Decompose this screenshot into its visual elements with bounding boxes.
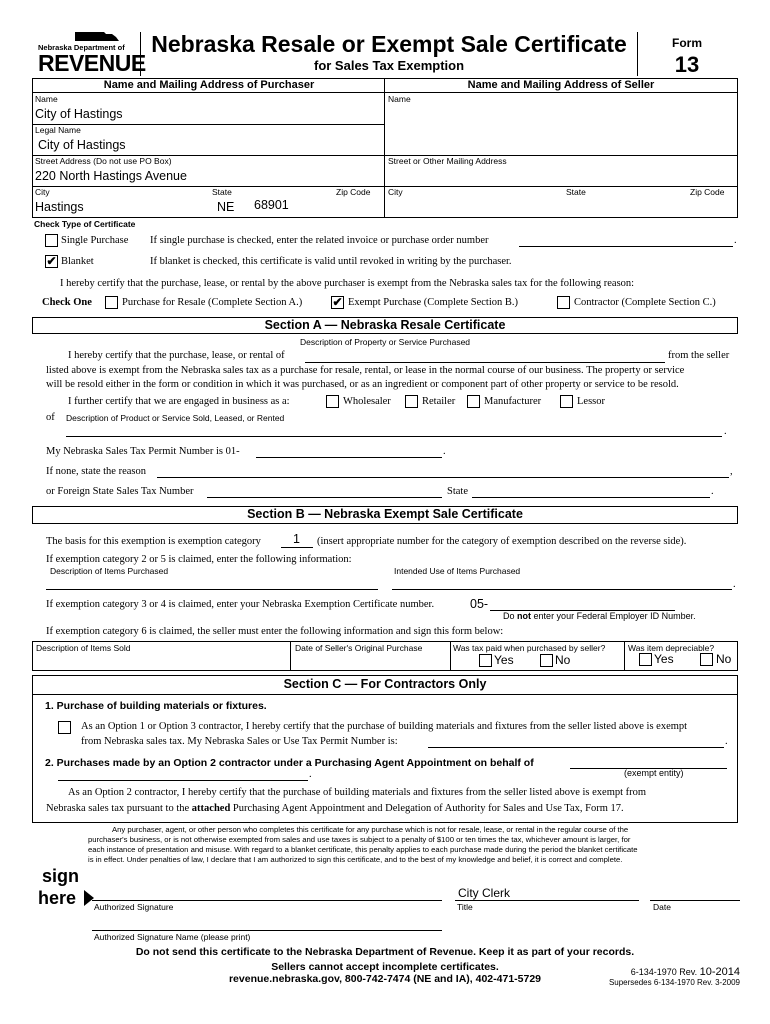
basis-text: The basis for this exemption is exemption category: [46, 536, 261, 547]
reason-field[interactable]: [157, 477, 729, 478]
nebraska-map-icon: [74, 30, 120, 42]
tax-paid-no-label: No: [555, 653, 571, 667]
engaged-text: I further certify that we are engaged in business as a:: [68, 396, 290, 407]
seller-street-field[interactable]: [386, 166, 736, 185]
purchaser-name-label: Name: [35, 94, 58, 104]
cat34-text: If exemption category 3 or 4 is claimed, enter your Nebraska Exemption Certificate number.: [46, 599, 435, 610]
purchaser-name-field[interactable]: City of Hastings: [35, 107, 123, 121]
col-tax-paid: Was tax paid when purchased by seller?: [453, 643, 606, 653]
signature-line[interactable]: [92, 900, 442, 901]
intended-use-field[interactable]: [392, 589, 732, 590]
section-c-box: [32, 675, 738, 823]
purchaser-street-field[interactable]: 220 North Hastings Avenue: [35, 169, 187, 183]
tax-paid-no-checkbox[interactable]: [540, 654, 553, 667]
exempt-checkbox[interactable]: ✔: [332, 295, 343, 309]
exemption-category-field[interactable]: [281, 547, 313, 548]
lessor-checkbox[interactable]: [560, 395, 573, 408]
foreign-state-label: State: [447, 486, 468, 497]
section-a-line1: I hereby certify that the purchase, lease, or rental of: [68, 350, 285, 361]
col-original-purchase-date: Date of Seller's Original Purchase: [295, 643, 423, 653]
retailer-label: Retailer: [422, 396, 456, 407]
purchaser-legal-label: Legal Name: [35, 125, 81, 135]
section-c-item2-title: 2. Purchases made by an Option 2 contractor under a Purchasing Agent Appointment on behalf of: [45, 757, 534, 769]
section-b-title: Section B — Nebraska Exempt Sale Certificate: [247, 507, 523, 521]
disclaimer-line: purchaser's business, or is not otherwise exempted from sales and use taxes is subject to a penalty of $100 or ten times the tax, whichever amount is larger, for: [88, 835, 631, 844]
section-a-title: Section A — Nebraska Resale Certificate: [264, 318, 506, 332]
basis-note: (insert appropriate number for the category of exemption described on the reverse side).: [317, 536, 687, 547]
signature-label: Authorized Signature: [94, 902, 174, 912]
here-label: here: [38, 888, 77, 908]
title-field[interactable]: City Clerk: [458, 886, 511, 900]
permit-number-field[interactable]: [256, 457, 442, 458]
blanket-text: If blanket is checked, this certificate is valid until revoked in writing by the purchaser.: [150, 256, 512, 267]
product-description-label: Description of Product or Service Sold, Leased, or Rented: [66, 413, 285, 423]
option1-checkbox[interactable]: [58, 721, 71, 734]
product-description-field[interactable]: [66, 436, 722, 437]
manufacturer-checkbox[interactable]: [467, 395, 480, 408]
cert-prefix: 05-: [470, 597, 489, 611]
depreciable-no-label: No: [716, 652, 732, 666]
seller-heading: Name and Mailing Address of Seller: [467, 79, 655, 91]
depreciable-yes-checkbox[interactable]: [639, 653, 652, 666]
single-purchase-label: Single Purchase: [61, 235, 129, 246]
disclaimer-line: is in effect. Under penalties of law, I declare that I am authorized to sign this certificate, and to the best of my knowledge and belief, it is correct and complete.: [88, 855, 623, 864]
foreign-number-field[interactable]: [207, 497, 442, 498]
single-purchase-text: If single purchase is checked, enter the related invoice or purchase order number: [150, 235, 489, 246]
title-label: Title: [457, 902, 473, 912]
agency-logo: [36, 30, 146, 76]
seller-name-field[interactable]: [386, 104, 736, 154]
col-items-sold: Description of Items Sold: [36, 643, 131, 653]
exempt-entity-label: (exempt entity): [624, 768, 684, 778]
check-one-label: Check One: [42, 297, 92, 308]
blanket-checkbox[interactable]: ✔: [46, 254, 57, 268]
contractor-checkbox[interactable]: [557, 296, 570, 309]
print-name-line[interactable]: [92, 930, 442, 931]
cat6-text: If exemption category 6 is claimed, the seller must enter the following information and sign this form below:: [46, 626, 504, 637]
resale-checkbox[interactable]: [105, 296, 118, 309]
intended-use-label: Intended Use of Items Purchased: [394, 566, 521, 576]
purchaser-city-field[interactable]: Hastings: [35, 200, 84, 214]
purchaser-heading: Name and Mailing Address of Purchaser: [103, 79, 315, 91]
items-purchased-label: Description of Items Purchased: [50, 566, 169, 576]
section-c-item1-line2: from Nebraska sales tax. My Nebraska Sales or Use Tax Permit Number is:: [81, 736, 398, 747]
section-a-line2: listed above is exempt from the Nebraska sales tax as a purchase for resale, rental, or lease in the normal course of our business. The property or service: [46, 365, 685, 376]
tax-paid-yes-label: Yes: [494, 653, 514, 667]
footer-line1: Do not send this certificate to the Nebraska Department of Revenue. Keep it as part of your records.: [135, 946, 635, 958]
foreign-state-field[interactable]: [472, 497, 710, 498]
purchaser-state-field[interactable]: NE: [217, 200, 235, 214]
of-label: of: [46, 412, 55, 423]
contractor-label: Contractor (Complete Section C.): [574, 297, 716, 308]
wholesaler-label: Wholesaler: [343, 396, 391, 407]
col-depreciable: Was item depreciable?: [628, 643, 715, 653]
form-supersedes: Supersedes 6-134-1970 Rev. 3-2009: [608, 978, 740, 987]
depreciable-no-checkbox[interactable]: [700, 653, 713, 666]
form-title: Nebraska Resale or Exempt Sale Certificate: [151, 31, 627, 57]
purchaser-zip-field[interactable]: 68901: [254, 198, 289, 212]
sign-arrow-icon: [84, 890, 94, 906]
form-revision: 6-134-1970 Rev. 10-2014: [630, 966, 740, 978]
foreign-text: or Foreign State Sales Tax Number: [46, 486, 194, 497]
reason-text: If none, state the reason: [46, 466, 147, 477]
footer-line2: Sellers cannot accept incomplete certificates.: [271, 961, 499, 973]
form-label: Form: [672, 36, 702, 50]
section-c-item2-line2: Nebraska sales tax pursuant to the attached Purchasing Agent Appointment and Delegation of Authority for Sales and Use Tax, Form 17.: [46, 803, 624, 814]
po-number-field[interactable]: [519, 246, 733, 247]
seller-state-label: State: [566, 187, 586, 197]
form-number: 13: [674, 52, 700, 77]
tax-paid-yes-checkbox[interactable]: [479, 654, 492, 667]
disclaimer-line: each instance of presentation and misuse. With regard to a blanket certificate, this penalty applies to each purchase made during the period the blanket certificate: [88, 845, 638, 854]
contractor-permit-field[interactable]: [428, 747, 724, 748]
permit-text: My Nebraska Sales Tax Permit Number is 01-: [46, 446, 240, 457]
sign-label: sign: [42, 866, 80, 886]
wholesaler-checkbox[interactable]: [326, 395, 339, 408]
section-c-title: Section C — For Contractors Only: [283, 677, 487, 691]
section-c-item2-line1: As an Option 2 contractor, I hereby certify that the purchase of building materials and fixtures from the seller listed above is exempt from: [68, 787, 647, 798]
section-c-item1-title: 1. Purchase of building materials or fixtures.: [45, 700, 267, 712]
purchaser-zip-label: Zip Code: [336, 187, 371, 197]
date-line[interactable]: [650, 900, 740, 901]
manufacturer-label: Manufacturer: [484, 396, 542, 407]
lessor-label: Lessor: [577, 396, 605, 407]
exempt-entity-field-2[interactable]: [58, 780, 308, 781]
purchaser-state-label: State: [212, 187, 232, 197]
section-a-desc-label: Description of Property or Service Purchased: [299, 337, 471, 347]
retailer-checkbox[interactable]: [405, 395, 418, 408]
date-label: Date: [653, 902, 671, 912]
seller-name-label: Name: [388, 94, 411, 104]
cat25-text: If exemption category 2 or 5 is claimed, enter the following information:: [46, 554, 352, 565]
blanket-label: Blanket: [61, 256, 94, 267]
agency-big: REVENUE: [38, 50, 146, 76]
exemption-category-value: 1: [293, 532, 300, 546]
purchaser-city-label: City: [35, 187, 50, 197]
depreciable-yes-label: Yes: [654, 652, 674, 666]
resale-label: Purchase for Resale (Complete Section A.): [122, 297, 303, 308]
seller-city-label: City: [388, 187, 403, 197]
agency-line: Nebraska Department of: [38, 43, 125, 52]
footer-contact: revenue.nebraska.gov, 800-742-7474 (NE and IA), 402-471-5729: [228, 973, 542, 985]
single-purchase-checkbox[interactable]: [45, 234, 58, 247]
print-name-label: Authorized Signature Name (please print): [94, 932, 251, 942]
purchaser-street-label: Street Address (Do not use PO Box): [35, 156, 172, 166]
section-a-line3: will be resold either in the form or condition in which it was purchased, or as an ingredient or component part of other property or service to be resold.: [46, 379, 679, 390]
seller-zip-label: Zip Code: [690, 187, 725, 197]
section-a-line1-end: from the seller: [668, 350, 730, 361]
exempt-label: Exempt Purchase (Complete Section B.): [348, 297, 519, 308]
section-c-item1-line1: As an Option 1 or Option 3 contractor, I hereby certify that the purchase of building materials and fixtures from the seller listed above is exempt: [81, 721, 688, 732]
property-description-field[interactable]: [305, 362, 665, 363]
certify-text: I hereby certify that the purchase, lease, or rental by the above purchaser is exempt from the Nebraska sales tax for the following reason:: [60, 278, 635, 289]
seller-street-label: Street or Other Mailing Address: [388, 156, 507, 166]
disclaimer-line: Any purchaser, agent, or other person who completes this certificate for any purchase which is not for resale, lease, or rental in the regular course of the: [112, 825, 629, 834]
seller-city-field[interactable]: [386, 197, 736, 217]
items-purchased-field[interactable]: [46, 589, 378, 590]
cert-type-label: Check Type of Certificate: [34, 219, 136, 229]
form-subtitle: for Sales Tax Exemption: [313, 58, 465, 73]
disclaimer: [88, 825, 728, 865]
fein-note: Do not enter your Federal Employer ID Number.: [503, 611, 696, 621]
purchaser-legal-field[interactable]: City of Hastings: [38, 138, 126, 152]
